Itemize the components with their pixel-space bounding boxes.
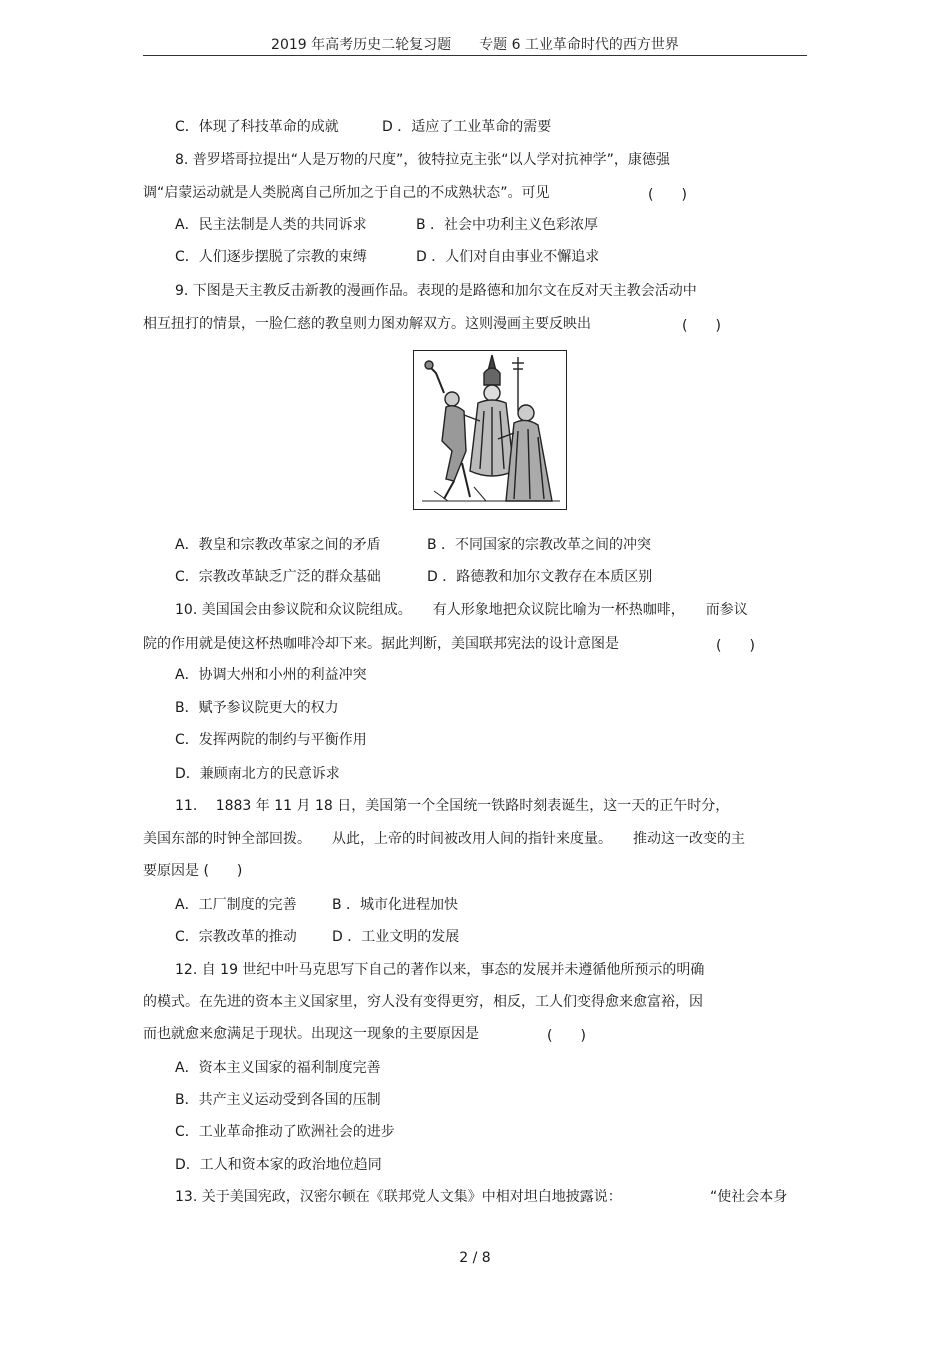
q9-stem-line2: 相互扭打的情景，一脸仁慈的教皇则力图劝解双方。这则漫画主要反映出 <box>143 316 591 332</box>
cartoon-illustration <box>414 351 566 509</box>
q13-stem-line1: 13. 关于美国宪政，汉密尔顿在《联邦党人文集》中相对坦白地披露说： <box>175 1189 622 1205</box>
q13-stem-line1-tail: “使社会本身 <box>710 1189 788 1205</box>
q8-answer-paren: ( ) <box>648 187 687 203</box>
q11-option-d: D ．工业文明的发展 <box>332 929 460 945</box>
q8-option-a: A．民主法制是人类的共同诉求 <box>175 217 367 233</box>
q11-option-b: B ．城市化进程加快 <box>332 897 459 913</box>
q12-option-d: D．工人和资本家的政治地位趋同 <box>175 1157 382 1173</box>
q12-stem-line3: 而也就愈来愈满足于现状。出现这一现象的主要原因是 <box>143 1026 479 1042</box>
q10-option-a: A．协调大州和小州的利益冲突 <box>175 667 367 683</box>
header-rule <box>143 55 807 56</box>
q12-stem-line1: 12. 自 19 世纪中叶马克思写下自己的著作以来，事态的发展并未遵循他所预示的明确 <box>175 962 705 978</box>
q9-answer-paren: ( ) <box>682 318 721 334</box>
q9-stem-line1: 9. 下图是天主教反击新教的漫画作品。表现的是路德和加尔文在反对天主教会活动中 <box>175 283 697 299</box>
cartoon-figure <box>413 350 567 510</box>
q11-stem-line1: 11. 1883 年 11 月 18 日，美国第一个全国统一铁路时刻表诞生，这一天的正午时分， <box>175 798 730 814</box>
q12-option-a: A．资本主义国家的福利制度完善 <box>175 1060 381 1076</box>
q8-option-c: C．人们逐步摆脱了宗教的束缚 <box>175 249 367 265</box>
q9-option-b: B ．不同国家的宗教改革之间的冲突 <box>427 537 652 553</box>
q8-option-b: B ．社会中功利主义色彩浓厚 <box>416 217 599 233</box>
q12-answer-paren: ( ) <box>547 1028 586 1044</box>
q10-answer-paren: ( ) <box>716 638 755 654</box>
q11-option-a: A．工厂制度的完善 <box>175 897 297 913</box>
q9-option-d: D ．路德教和加尔文教存在本质区别 <box>427 569 653 585</box>
q7-option-d: D ．适应了工业革命的需要 <box>382 119 552 135</box>
q11-stem-line3: 要原因是 ( ) <box>143 863 243 879</box>
q12-stem-line2: 的模式。在先进的资本主义国家里，穷人没有变得更穷，相反，工人们变得愈来愈富裕，因 <box>143 994 703 1010</box>
q12-option-c: C．工业革命推动了欧洲社会的进步 <box>175 1124 395 1140</box>
q10-option-d: D．兼顾南北方的民意诉求 <box>175 766 340 782</box>
q9-option-a: A．教皇和宗教改革家之间的矛盾 <box>175 537 381 553</box>
q8-stem-line2: 调“启蒙运动就是人类脱离自己所加之于自己的不成熟状态”。可见 <box>143 185 550 201</box>
q11-stem-line2: 美国东部的时钟全部回拨。 从此，上帝的时间被改用人间的指针来度量。 推动这一改变的主 <box>143 831 745 847</box>
q12-option-b: B．共产主义运动受到各国的压制 <box>175 1092 381 1108</box>
q9-option-c: C．宗教改革缺乏广泛的群众基础 <box>175 569 381 585</box>
q11-option-c: C．宗教改革的推动 <box>175 929 297 945</box>
q8-stem-line1: 8. 普罗塔哥拉提出“人是万物的尺度”，彼特拉克主张“以人学对抗神学”，康德强 <box>175 152 670 168</box>
q10-stem-line1: 10. 美国国会由参议院和众议院组成。 有人形象地把众议院比喻为一杯热咖啡， 而参议 <box>175 602 748 618</box>
q10-stem-line2: 院的作用就是使这杯热咖啡冷却下来。据此判断，美国联邦宪法的设计意图是 <box>143 636 619 652</box>
page-header: 2019 年高考历史二轮复习题 专题 6 工业革命时代的西方世界 <box>271 37 679 53</box>
q10-option-b: B．赋予参议院更大的权力 <box>175 700 339 716</box>
q7-option-c: C．体现了科技革命的成就 <box>175 119 339 135</box>
q8-option-d: D ．人们对自由事业不懈追求 <box>416 249 600 265</box>
page-number: 2 / 8 <box>459 1250 491 1266</box>
q10-option-c: C．发挥两院的制约与平衡作用 <box>175 732 367 748</box>
